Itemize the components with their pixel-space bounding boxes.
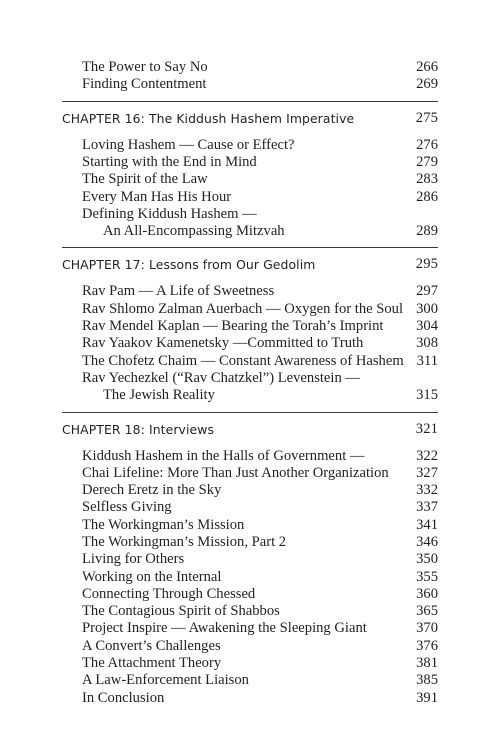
- toc-entry-page: 365: [416, 603, 438, 619]
- toc-entry: [82, 569, 438, 586]
- chapter-heading-page: 321: [415, 421, 438, 437]
- toc-entry-page: 300: [416, 301, 438, 317]
- chapter-heading-page: 295: [415, 256, 438, 272]
- toc-entry: [82, 353, 438, 370]
- toc-entry-title: The Contagious Spirit of Shabbos: [82, 603, 280, 619]
- toc-entry-continuation: [103, 223, 438, 240]
- chapter-heading: [62, 421, 438, 438]
- toc-entry-title: Starting with the End in Mind: [82, 154, 257, 170]
- toc-entry-title: Finding Contentment: [82, 76, 207, 92]
- toc-entry-page: 308: [416, 335, 438, 351]
- chapter-heading-title: CHAPTER 16: The Kiddush Hashem Imperative: [62, 111, 355, 126]
- toc-entry-title: Connecting Through Chessed: [82, 586, 256, 602]
- toc-entry: [82, 690, 438, 707]
- toc-entry: [82, 499, 438, 516]
- toc-entry-title: The Power to Say No: [82, 59, 208, 75]
- toc-entry-title: Chai Lifeline: More Than Just Another Organization: [82, 465, 389, 481]
- chapter-heading-title: CHAPTER 17: Lessons from Our Gedolim: [62, 257, 316, 272]
- toc-entry-page: 311: [416, 353, 438, 369]
- toc-entry-page: 341: [416, 517, 438, 533]
- toc-entry: [82, 283, 438, 300]
- toc-entry-page: 283: [416, 171, 438, 187]
- toc-entry-title: Kiddush Hashem in the Halls of Government —: [82, 448, 365, 464]
- toc-entry: [82, 370, 438, 387]
- toc-entry-page: 266: [416, 59, 438, 75]
- toc-entry: [82, 301, 438, 318]
- toc-entry-continuation-page: 315: [416, 387, 438, 403]
- chapter-heading-page: 275: [415, 110, 438, 126]
- toc-entry-title: The Chofetz Chaim — Constant Awareness of Hashem: [82, 353, 404, 369]
- toc-entry-title: The Workingman’s Mission: [82, 517, 245, 533]
- toc-entry-title: A Law-Enforcement Liaison: [82, 672, 249, 688]
- toc-entry-title: Defining Kiddush Hashem —: [82, 206, 257, 222]
- toc-entry-title: Rav Pam — A Life of Sweetness: [82, 283, 275, 299]
- toc-entry-page: 322: [416, 448, 438, 464]
- toc-entry-page: 355: [416, 569, 438, 585]
- toc-entry: [82, 534, 438, 551]
- section-divider: [62, 101, 438, 102]
- toc-entry-title: The Spirit of the Law: [82, 171, 208, 187]
- toc-entry-continuation-title: The Jewish Reality: [103, 387, 215, 403]
- toc-entry-title: Rav Shlomo Zalman Auerbach — Oxygen for the Soul: [82, 301, 404, 317]
- toc-entry: [82, 154, 438, 171]
- toc-entry: [82, 638, 438, 655]
- toc-entry-page: 286: [416, 189, 438, 205]
- toc-entry-page: 350: [416, 551, 438, 567]
- toc-entry: [82, 465, 438, 482]
- toc-entry-page: 279: [416, 154, 438, 170]
- toc-entry-title: The Attachment Theory: [82, 655, 222, 671]
- toc-entry-page: 304: [416, 318, 438, 334]
- toc-entry-page: 332: [416, 482, 438, 498]
- toc-entry-title: Loving Hashem — Cause or Effect?: [82, 137, 295, 153]
- toc-entry-page: 297: [416, 283, 438, 299]
- chapter-heading: [62, 110, 438, 127]
- toc-entry-title: Working on the Internal: [82, 569, 222, 585]
- toc-entry: [82, 335, 438, 352]
- chapter-heading-title: CHAPTER 18: Interviews: [62, 422, 215, 437]
- toc-entry: [82, 189, 438, 206]
- toc-entry-title: In Conclusion: [82, 690, 165, 706]
- toc-entry-page: 327: [416, 465, 438, 481]
- toc-entry-page: 391: [416, 690, 438, 706]
- toc-entry: [82, 586, 438, 603]
- toc-entry: [82, 482, 438, 499]
- chapter-heading: [62, 256, 438, 273]
- toc-entry-page: 337: [416, 499, 438, 515]
- toc-entry-page: 360: [416, 586, 438, 602]
- toc-entry: [82, 655, 438, 672]
- toc-entry: [82, 318, 438, 335]
- toc-entry-page: 376: [416, 638, 438, 654]
- toc-entry: [82, 171, 438, 188]
- toc-entry: [82, 672, 438, 689]
- toc-entry: [82, 517, 438, 534]
- section-divider: [62, 412, 438, 413]
- section-divider: [62, 247, 438, 248]
- toc-entry-title: Derech Eretz in the Sky: [82, 482, 222, 498]
- toc-entry: [82, 448, 438, 465]
- toc-entry-title: Selfless Giving: [82, 499, 172, 515]
- toc-entry-page: 276: [416, 137, 438, 153]
- toc-entry-title: A Convert’s Challenges: [82, 638, 221, 654]
- toc-entry-title: Rav Yechezkel (“Rav Chatzkel”) Levenstein —: [82, 370, 360, 386]
- toc-entry: [82, 620, 438, 637]
- toc-entry-continuation: [103, 387, 438, 404]
- toc-entry: [82, 551, 438, 568]
- toc-entry-title: The Workingman’s Mission, Part 2: [82, 534, 287, 550]
- toc-entry: [82, 206, 438, 223]
- toc-entry-page: 346: [416, 534, 438, 550]
- toc-entry: [82, 603, 438, 620]
- toc-entry: [82, 76, 438, 93]
- toc-entry-title: Every Man Has His Hour: [82, 189, 232, 205]
- toc-entry-title: Rav Yaakov Kamenetsky —Committed to Truth: [82, 335, 364, 351]
- toc-entry-page: 385: [416, 672, 438, 688]
- toc-entry-page: 381: [416, 655, 438, 671]
- toc-entry: [82, 59, 438, 76]
- toc-entry-title: Rav Mendel Kaplan — Bearing the Torah’s Imprint: [82, 318, 384, 334]
- toc-entry: [82, 137, 438, 154]
- toc-entry-continuation-title: An All-Encompassing Mitzvah: [103, 223, 285, 239]
- toc-entry-continuation-page: 289: [416, 223, 438, 239]
- toc-entry-page: 269: [416, 76, 438, 92]
- toc-entry-title: Living for Others: [82, 551, 185, 567]
- toc-entry-page: 370: [416, 620, 438, 636]
- toc-entry-title: Project Inspire — Awakening the Sleeping Giant: [82, 620, 367, 636]
